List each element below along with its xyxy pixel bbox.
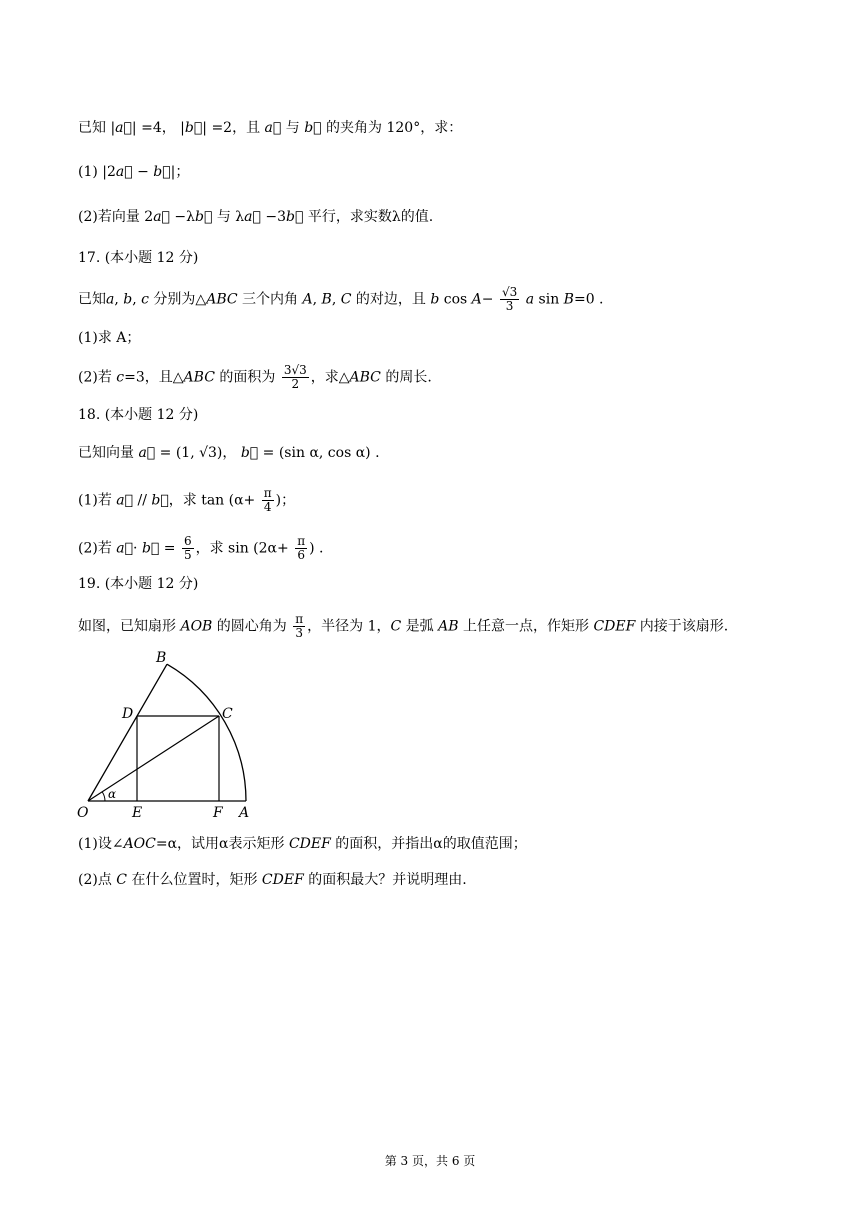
q19-stem: 如图，已知扇形 AOB 的圆心角为 $\frac{\pi}{3}$ ，半径为 1，C 是弧 AB 上任意一点，作矩形 CDEF 内接于该扇形. (78, 612, 729, 640)
fraction-6-over-5: $\frac{6}{5}$ (183, 534, 192, 562)
q17-part2: (2)若 c=3，且△ABC 的面积为 $\frac{3√3}{2}$ ，求△ABC 的周长. (78, 363, 432, 391)
fraction-3sqrt3-over-2: $\frac{3√3}{2}$ (283, 363, 307, 391)
q16-stem: 已知 |a⃗| =4， |b⃗| =2，且 a⃗ 与 b⃗ 的夹角为 120°，求： (78, 120, 463, 136)
radius-OB (88, 664, 167, 801)
q16-part2: (2)若向量 2a⃗ −λb⃗ 与 λa⃗ −3b⃗ 平行，求实数λ的值. (78, 209, 434, 225)
page-footer: 第 3 页，共 6 页 (384, 1154, 476, 1168)
label-alpha: α (108, 787, 117, 801)
label-D: D (122, 706, 134, 722)
fraction-pi-over-6: $\frac{\pi}{6}$ (297, 534, 306, 562)
label-A: A (239, 805, 250, 821)
q18-header: 18. (本小题 12 分) (78, 407, 199, 423)
q18-part1: (1)若 a⃗ // b⃗，求 tan (α+ $\frac{\pi}{4}$ )； (78, 486, 296, 514)
fraction-sqrt3-over-3: $\frac{√3}{3}$ (501, 285, 518, 313)
q19-header: 19. (本小题 12 分) (78, 576, 199, 592)
q16-part1: (1) |2a⃗ − b⃗|； (78, 164, 190, 180)
q18-part2: (2)若 a⃗· b⃗ = $\frac{6}{5}$ ，求 sin (2α+ $\frac{\pi}{6}$ ) . (78, 534, 324, 562)
q17-stem: 已知a, b, c 分别为△ABC 三个内角 A, B, C 的对边，且 b cos A− $\frac{√3}{3}$ a sin B=0 . (78, 285, 604, 313)
label-E: E (132, 805, 143, 821)
label-C: C (222, 706, 233, 722)
label-F: F (213, 805, 223, 821)
sector-figure (74, 648, 274, 828)
fraction-pi-over-4: $\frac{\pi}{4}$ (263, 486, 272, 514)
fraction-pi-over-3: $\frac{\pi}{3}$ (295, 612, 304, 640)
q18-stem: 已知向量 a⃗ = (1, √3)， b⃗ = (sin α, cos α) . (78, 445, 380, 461)
q19-part1: (1)设∠AOC=α，试用α表示矩形 CDEF 的面积，并指出α的取值范围； (78, 836, 527, 852)
q17-header: 17. (本小题 12 分) (78, 250, 199, 266)
q17-part1: (1)求 A； (78, 330, 141, 346)
label-B: B (156, 650, 167, 666)
label-O: O (77, 805, 89, 821)
q19-part2: (2)点 C 在什么位置时，矩形 CDEF 的面积最大？并说明理由. (78, 872, 467, 888)
angle-alpha-arc (102, 792, 105, 801)
sector-arc (167, 664, 246, 801)
